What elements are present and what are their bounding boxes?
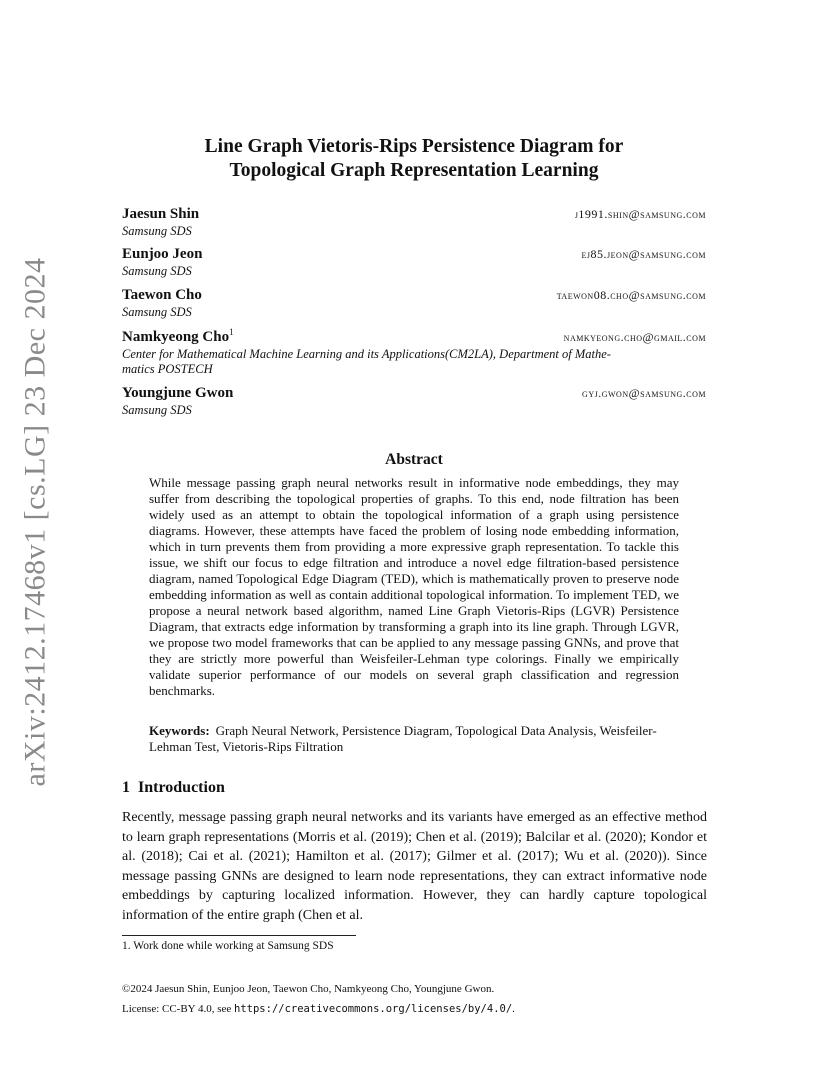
author-email: ej85.jeon@samsung.com (581, 247, 706, 261)
author-affiliation: Samsung SDS (122, 305, 192, 319)
author-block (122, 246, 706, 279)
license-prefix: License: CC-BY 4.0, see (122, 1003, 235, 1015)
author-name (122, 327, 234, 346)
keywords-text: Graph Neural Network, Persistence Diagram, Topological Data Analysis, Weisfeiler-Lehman Test, Vietoris-Rips Filtration (149, 723, 657, 754)
author-block (122, 206, 706, 239)
author-name: Jaesun Shin (122, 206, 200, 222)
author-block (122, 327, 706, 377)
author-email: gyj.gwon@samsung.com (582, 386, 706, 400)
affiliation-line-1: Center for Mathematical Machine Learning and its Applications(CM2LA), Department of Mathe- (122, 347, 611, 361)
author-email: taewon08.cho@samsung.com (556, 288, 706, 302)
section-number: 1 (122, 779, 130, 796)
author-name: Taewon Cho (122, 287, 202, 303)
author-email: j1991.shin@samsung.com (574, 207, 706, 221)
keywords (149, 723, 679, 755)
author-block (122, 385, 706, 418)
copyright-notice: ©2024 Jaesun Shin, Eunjoo Jeon, Taewon Cho, Namkyeong Cho, Youngjune Gwon. (122, 983, 495, 995)
footnote: 1. Work done while working at Samsung SDS (122, 940, 334, 952)
title-line-1: Line Graph Vietoris-Rips Persistence Diagram for (204, 136, 624, 157)
license-notice (122, 1003, 515, 1015)
paper-title (0, 135, 828, 183)
author-affiliation: Samsung SDS (122, 224, 192, 238)
keywords-label: Keywords: (149, 723, 210, 738)
footnote-divider (122, 935, 356, 936)
author-affiliation: Samsung SDS (122, 403, 192, 417)
author-affiliation: Samsung SDS (122, 264, 192, 278)
footnote-marker: 1 (229, 327, 234, 337)
section-heading (122, 779, 225, 797)
author-affiliation (122, 347, 706, 377)
license-suffix: . (512, 1003, 515, 1015)
author-name: Eunjoo Jeon (122, 246, 203, 262)
section-title: Introduction (138, 779, 225, 796)
arxiv-id-text: arXiv:2412.17468v1 [cs.LG] 23 Dec 2024 (18, 257, 51, 787)
arxiv-watermark (12, 257, 58, 787)
author-name: Youngjune Gwon (122, 385, 234, 401)
abstract-body: While message passing graph neural networks result in informative node embeddings, they may suffer from describing the topological properties of graphs. To this end, node filtration has been widely used as an attempt to obtain the topological information of a graph using persistence diagrams. However, these attempts have faced the problem of losing node embedding information, which in turn prevents them from providing a more expressive graph representation. To tackle this issue, we shift our focus to edge filtration and introduce a novel edge filtration-based persistence diagram, named Topological Edge Diagram (TED), which is mathematically proven to preserve node embedding information as well as contain additional topological information. To implement TED, we propose a neural network based algorithm, named Line Graph Vietoris-Rips (LGVR) Persistence Diagram, that extracts edge information by transforming a graph into its line graph. Through LGVR, we propose two model frameworks that can be applied to any message passing GNNs, and prove that they are strictly more powerful than Weisfeiler-Lehman type colorings. Finally we empirically validate superior performance of our models on several graph classification and regression benchmarks. (149, 475, 679, 698)
affiliation-line-2: matics POSTECH (122, 362, 213, 376)
introduction-paragraph: Recently, message passing graph neural networks and its variants have emerged as an effective method to learn graph representations (Morris et al. (2019); Chen et al. (2019); Balcilar et al. (2020); Kondor et al. (2018); Cai et al. (2021); Hamilton et al. (2017); Gilmer et al. (2017); Wu et al. (2020)). Since message passing GNNs are designed to learn node representations, they can extract informative node embeddings by capturing localized information. However, they can hardly capture topological information of the entire graph (Chen et al. (122, 810, 707, 923)
author-name-text: Namkyeong Cho (122, 329, 230, 345)
abstract-heading: Abstract (385, 451, 443, 468)
license-link[interactable]: https://creativecommons.org/licenses/by/4.0/ (234, 1003, 513, 1015)
author-block (122, 287, 706, 320)
author-email: namkyeong.cho@gmail.com (563, 330, 706, 344)
title-line-2: Topological Graph Representation Learning (229, 160, 599, 181)
